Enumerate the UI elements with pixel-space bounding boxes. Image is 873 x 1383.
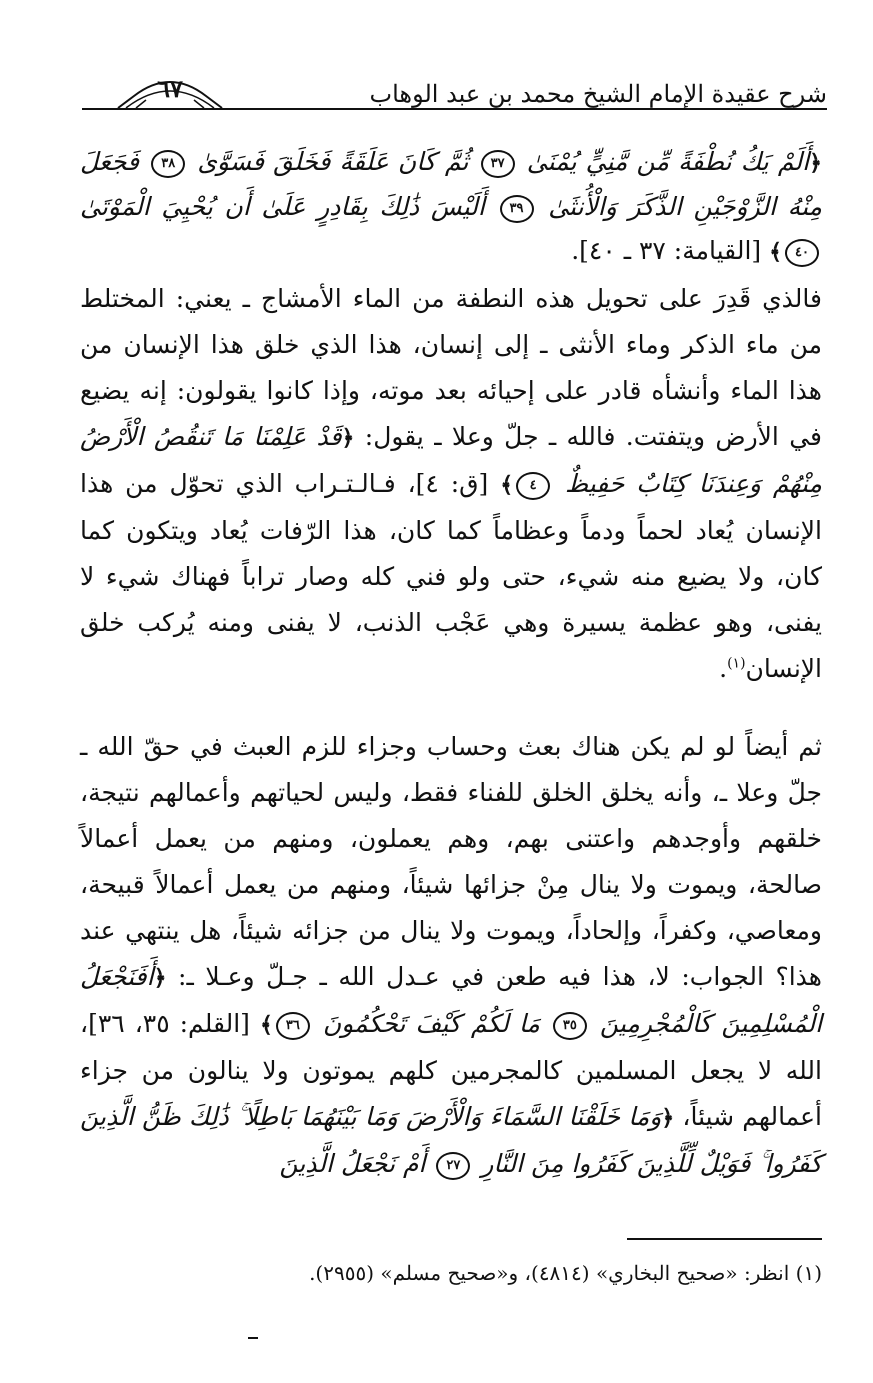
quran-quotation-block (80, 140, 822, 274)
quran-verse-segment: أَلَيْسَ ذَٰلِكَ بِقَادِرٍ عَلَىٰ أَن يُحْيِيَ الْمَوْتَىٰ (80, 192, 485, 221)
quran-verse-segment: أَمْ نَجْعَلُ الَّذِينَ (279, 1149, 426, 1178)
ayah-number-marker: ٤ (516, 472, 550, 500)
quran-open-bracket: ﴿ (661, 1105, 675, 1131)
sentence-end: . (719, 654, 728, 683)
quran-verse-segment: مَا لَكُمْ كَيْفَ تَحْكُمُونَ (322, 1009, 540, 1038)
quran-verse-segment: قَدْ عَلِمْنَا مَا تَنقُصُ الْأَرْضُ مِنْهُمْ وَعِندَنَا كِتَابٌ حَفِيظٌ (80, 422, 822, 498)
print-mark (248, 1337, 258, 1339)
footnote: (١) انظر: «صحيح البخاري» (٤٨١٤)، و«صحيح مسلم» (٢٩٥٥). (309, 1261, 822, 1285)
paragraph-1 (80, 276, 822, 692)
ayah-number-marker: ٣٩ (500, 195, 534, 223)
quran-reference: [القيامة: ٣٧ ـ ٤٠]. (571, 236, 762, 265)
quran-open-bracket: ﴿ (153, 965, 167, 991)
ayah-number-marker: ٢٧ (436, 1152, 470, 1180)
page-header (82, 66, 827, 118)
quran-verse-segment: ثُمَّ كَانَ عَلَقَةً فَخَلَقَ فَسَوَّىٰ (197, 147, 469, 176)
paragraph-2 (80, 724, 822, 1187)
quran-verse-segment: أَفَنَجْعَلُ الْمُسْلِمِينَ كَالْمُجْرِمِينَ (80, 962, 823, 1038)
paragraph-text: فالذي قَدِرَ على تحويل هذه النطفة من الماء الأمشاج ـ يعني: المختلط من ماء الذكر وماء الأنثى ـ إلى إنسان، هذا الذي خلق هذا الإنسان من هذا الماء وأنشأه قادر على إحيائه بعد موته، وإذا كانوا يقولون: إنه يضيع في الأرض ويتفتت. فالله ـ جلّ وعلا ـ يقول: (80, 284, 822, 451)
quran-open-bracket: ﴿ (341, 425, 355, 451)
quran-verse-segment: أَلَمْ يَكُ نُطْفَةً مِّن مَّنِيٍّ يُمْنَىٰ (526, 147, 810, 176)
ayah-number-marker: ٤٠ (785, 239, 819, 267)
ayah-number-marker: ٣٥ (553, 1012, 587, 1040)
quran-close-bracket: ﴾ (500, 472, 514, 498)
running-title: شرح عقيدة الإمام الشيخ محمد بن عبد الوهاب (369, 80, 827, 108)
quran-verse-segment: وَمَا خَلَقْنَا السَّمَاءَ وَالْأَرْضَ وَمَا بَيْنَهُمَا بَاطِلًا ۚ ذَٰلِكَ ظَنُّ الَّذِينَ كَفَرُوا ۚ فَوَيْلٌ لِّلَّذِينَ كَفَرُوا مِنَ النَّارِ (80, 1102, 822, 1178)
quran-reference: [القلم: ٣٥، ٣٦]، (80, 1009, 250, 1038)
quran-reference: [ق: ٤]، (407, 469, 489, 498)
page-number-badge (116, 70, 224, 108)
ayah-number-marker: ٣٨ (151, 150, 185, 178)
footnote-separator (627, 1238, 822, 1240)
paragraph-text: فـالـتـراب الذي تحوّل من هذا الإنسان يُعاد لحماً ودماً وعظاماً كما كان، هذا الرّفات يُعاد ويتكون كما كان، ولا يضيع منه شيء، حتى ولو فني كله وصار تراباً فهناك شيء لا يفنى، وهو عظمة يسيرة وهي عَجْب الذنب، لا يفنى ومنه يُركب خلق الإنسان (80, 469, 822, 683)
ayah-number-marker: ٣٧ (481, 150, 515, 178)
quran-verse-segment: فَجَعَلَ مِنْهُ الزَّوْجَيْنِ الذَّكَرَ وَالْأُنثَىٰ (80, 147, 823, 221)
footnote-marker[interactable]: (١) (727, 655, 746, 672)
page-number: ٦٧ (157, 74, 183, 103)
ayah-number-marker: ٣٦ (276, 1012, 310, 1040)
quran-close-bracket: ﴾ (259, 1012, 273, 1038)
paragraph-text: ثم أيضاً لو لم يكن هناك بعث وحساب وجزاء للزم العبث في حقّ الله ـ جلّ وعلا ـ، وأنه يخلق الخلق للفناء فقط، وليس لحياتهم وأعمالهم نتيجة، خلقهم وأوجدهم واعتنى بهم، وهم يعملون، ومنهم من يعمل أعمالاً صالحة، ويموت ولا ينال مِنْ جزائها شيئاً، ومنهم من يعمل أعمالاً قبيحة، ومعاصي، وكفراً، وإلحاداً، ويموت ولا ينال من جزائه شيئاً، هل ينتهي عند هذا؟ الجواب: لا، هذا فيه طعن في عـدل الله ـ جـلّ وعـلا ـ: (80, 732, 822, 991)
quran-open-bracket: ﴿ (809, 150, 822, 176)
quran-close-bracket: ﴾ (769, 239, 782, 265)
paragraph-text: الله لا يجعل المسلمين كالمجرمين كلهم يموتون ولا ينالون من جزاء أعمالهم شيئاً، (80, 1056, 823, 1131)
